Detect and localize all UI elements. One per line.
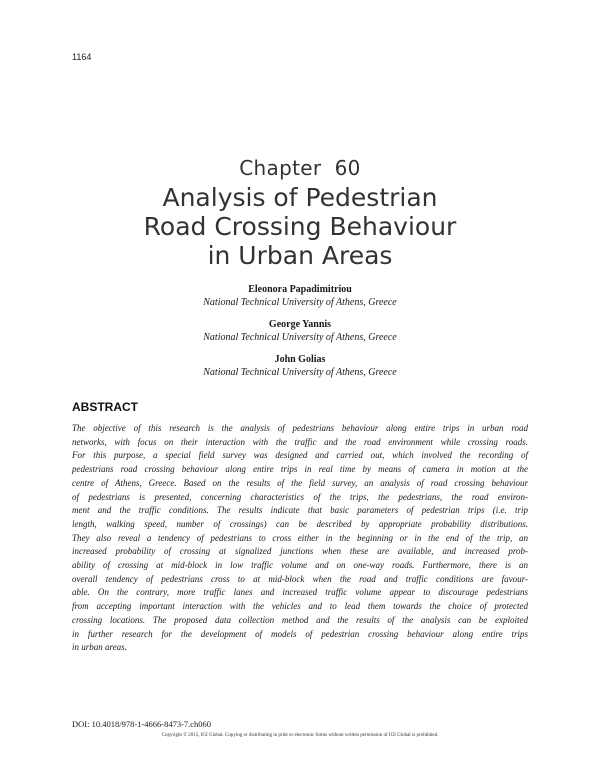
chapter-label: Chapter 60 — [239, 156, 361, 180]
abstract-line: in urban areas. — [72, 642, 127, 653]
abstract-line: from accepting important interaction with the vehicles and to lead them towards the choice of protected — [72, 601, 528, 612]
copyright-notice: Copyright © 2015, IGI Global. Copying or distributing in print or electronic forms without written permission of IGI Global is prohibited. — [161, 733, 439, 738]
doi: DOI: 10.4018/978-1-4666-8473-7.ch060 — [72, 719, 212, 729]
chapter-title-line: Analysis of Pedestrian — [162, 183, 438, 212]
abstract-body — [72, 422, 528, 655]
author-name: George Yannis — [268, 319, 332, 330]
author-affiliation: National Technical University of Athens, Greece — [203, 367, 397, 378]
abstract-line: The objective of this research is the analysis of pedestrians behaviour along entire trips in urban road — [72, 423, 528, 433]
author-affiliation: National Technical University of Athens, Greece — [203, 297, 397, 308]
abstract-line: They also reveal a tendency of pedestrians to cross either in the beginning or in the end of the trip, an — [72, 532, 528, 543]
abstract-line: pedestrians road crossing behaviour along entire trips in real time by means of camera in motion at the — [72, 464, 528, 475]
chapter-title-line: in Urban Areas — [207, 241, 393, 270]
abstract-line: increased probability of crossing at signalized junctions when these are available, and increased prob- — [72, 546, 528, 557]
chapter-title — [60, 183, 540, 270]
abstract-heading: ABSTRACT — [72, 400, 138, 414]
page-number: 1164 — [72, 52, 92, 62]
abstract-line: networks, with focus on their interaction with the traffic and the road environment while crossing roads. — [72, 436, 528, 447]
author-affiliation: National Technical University of Athens, Greece — [203, 332, 397, 343]
abstract-line: crossing locations. The proposed data collection method and the results of the analysis can be exploited — [72, 614, 528, 625]
abstract-line: ment and the traffic conditions. The results indicate that basic parameters of pedestrian trips (i.e. trip — [72, 505, 528, 516]
abstract-line: For this purpose, a special field survey was designed and carried out, which involved the recording of — [72, 450, 528, 461]
author-name: John Golias — [274, 354, 326, 365]
abstract-line: length, walking speed, number of crossings) can be described by appropriate probability distributions. — [72, 518, 528, 529]
chapter-title-line: Road Crossing Behaviour — [143, 212, 457, 241]
abstract-line: of pedestrians is presented, concerning characteristics of the trips, the pedestrians, the road environ- — [72, 491, 528, 502]
abstract-line: centre of Athens, Greece. Based on the results of the field survey, an analysis of road crossing behaviour — [72, 477, 528, 488]
abstract-line: able. On the contrary, more traffic lanes and increased traffic volume appear to discourage pedestrians — [72, 587, 528, 598]
abstract-line: ability of crossing at mid-block in low traffic volume and on one-way roads. Furthermore, there is an — [72, 560, 528, 571]
abstract-line: overall tendency of pedestrians cross to at mid-block when the road and traffic conditions are favour- — [72, 573, 528, 584]
abstract-line: in further research for the development of models of pedestrian crossing behaviour along entire trips — [72, 628, 528, 639]
author-name: Eleonora Papadimitriou — [248, 284, 352, 295]
